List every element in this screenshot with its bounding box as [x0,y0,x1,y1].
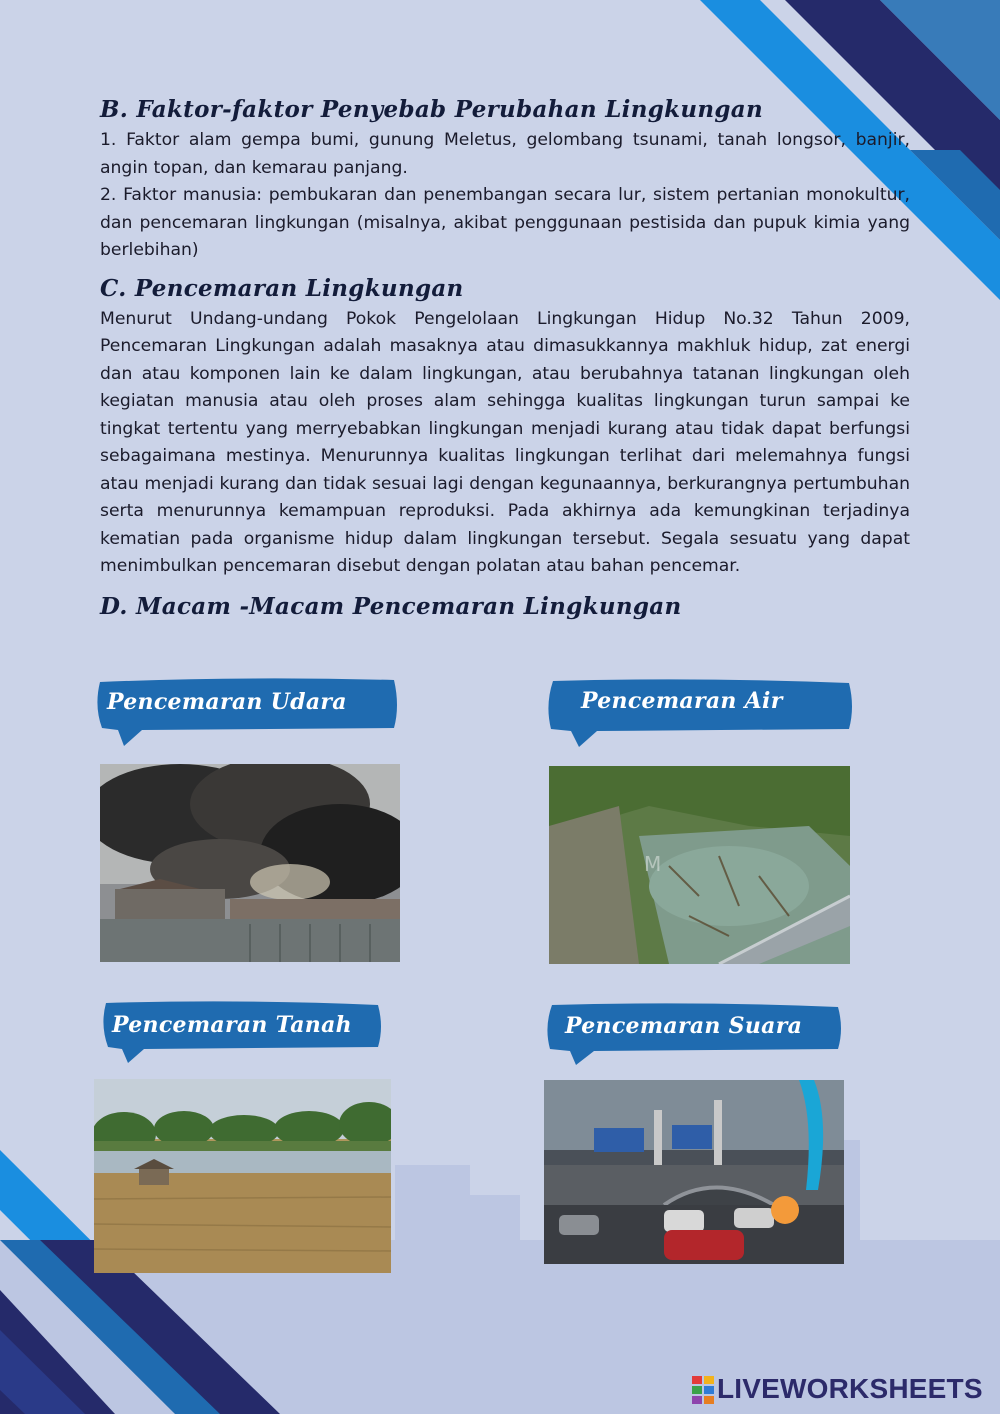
photo-water-pollution [549,766,850,964]
section-b-heading: B. Faktor-faktor Penyebab Perubahan Lingkungan [100,96,764,123]
section-b-item-2: 2. Faktor manusia: pembukaran dan penembangan secara lur, sistem pertanian monokultur, dan pencemaran lingkungan (misalnya, akibat penggunaan pestisida dan pupuk kimia yang berlebihan) [100,185,910,260]
document-content [100,96,910,624]
liveworksheets-watermark [692,1371,983,1407]
svg-text:M: M [644,852,662,876]
label-pencemaran-air [545,677,855,749]
label-pencemaran-suara [544,1001,844,1067]
liveworksheets-logo-icon [692,1374,714,1404]
label-pencemaran-tanah [100,999,384,1065]
label-tanah-text: Pencemaran Tanah [112,1012,352,1038]
section-c-heading: C. Pencemaran Lingkungan [100,274,464,302]
liveworksheets-text: LIVEWORKSHEETS [717,1373,983,1404]
section-b-item-1: 1. Faktor alam gempa bumi, gunung Meletus, gelombang tsunami, tanah longsor, banjir, angin topan, dan kemarau panjang. [100,130,910,178]
label-udara-text: Pencemaran Udara [107,689,347,715]
section-c-body: Menurut Undang-undang Pokok Pengelolaan Lingkungan Hidup No.32 Tahun 2009, Pencemaran Lingkungan adalah masaknya atau dimasukkannya makhluk hidup, zat energi dan atau komponen lain ke dalam lingkungan, atau berubahnya tatanan lingkungan oleh kegiatan manusia atau oleh proses alam sehingga kualitas lingkungan turun sampai ke tingkat tertentu yang merryebabkan lingkungan menjadi kurang atau tidak dapat berfungsi sebagaimana mestinya. Menurunnya kualitas lingkungan terlihat dari melemahnya fungsi atau menjadi kurang dan tidak sesuai lagi dengan kegunaannya, berkurangnya pertumbuhan serta menurunnya kemampuan reproduksi. Pada akhirnya ada kemungkinan terjadinya kematian pada organisme hidup dalam lingkungan tersebut. Segala sesuatu yang dapat menimbulkan pencemaran disebut dengan polatan atau bahan pencemar. [100,308,910,576]
label-suara-text: Pencemaran Suara [565,1013,803,1039]
photo-soil-pollution [94,1079,391,1273]
photo-air-pollution-smoke [100,764,400,962]
label-pencemaran-udara [94,676,400,748]
photo-noise-pollution [544,1080,844,1264]
section-d-heading: D. Macam -Macam Pencemaran Lingkungan [100,592,682,620]
label-air-text: Pencemaran Air [581,688,783,714]
